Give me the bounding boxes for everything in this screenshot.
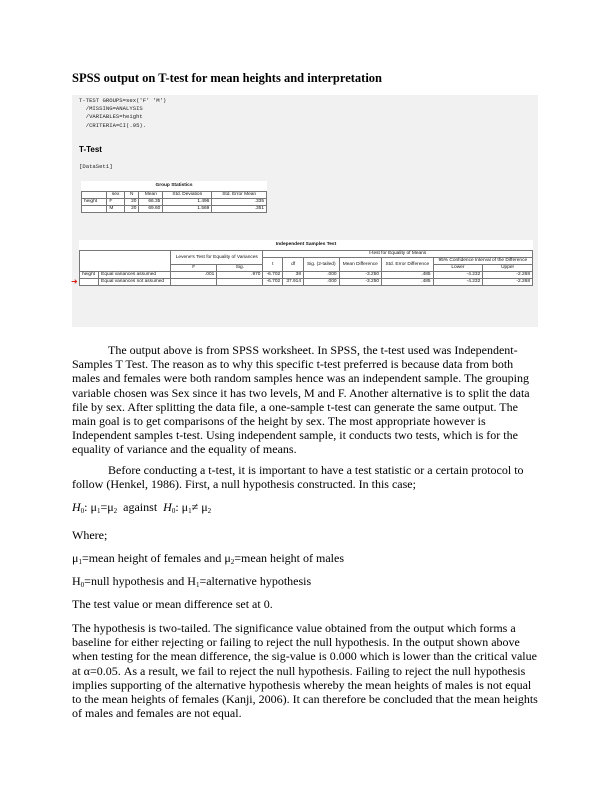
table-cell: height: [80, 272, 99, 279]
table-cell: Equal variances assumed: [99, 272, 171, 279]
table-header: Mean: [139, 192, 163, 199]
ttest-header: t-test for Equality of Means: [263, 251, 533, 258]
table-cell: Equal variances not assumed: [99, 279, 171, 286]
table-cell: height: [82, 199, 107, 206]
table-header: Std. Error Mean: [212, 192, 267, 199]
table-cell: -3.250: [339, 279, 382, 286]
table-header: N: [124, 192, 139, 199]
col-lower: Lower: [433, 265, 483, 272]
col-upper: Upper: [483, 265, 533, 272]
table-cell: .485: [382, 272, 434, 279]
where-label: Where;: [72, 528, 108, 542]
col-sig2: Sig. (2-tailed): [304, 258, 340, 272]
table-row: [82, 199, 267, 206]
table-cell: -4.232: [433, 272, 483, 279]
table-cell: [217, 279, 263, 286]
paragraph-3: The hypothesis is two-tailed. The significance value obtained from the output which forms a baseline for either rejecting or failing to reject the null hypothesis. In the output shown above when testing for the mean difference, the sig-value is 0.000 which is lower than the critical value at α=0.05. As a result, we fail to reject the null hypothesis. Failing to reject the null hypothesis implies supporting of the alternative hypothesis whereby the mean heights of males is not equal to the mean heights of females (Kanji, 2006). It can therefore be concluded that the mean heights of males and females are not equal.: [72, 621, 538, 721]
table-header: sex: [107, 192, 125, 199]
table-cell: -2.268: [483, 279, 533, 286]
mu-definition: $\mu_1=mean$ height of females and $\mu_2=mean$ height of males: [72, 551, 344, 566]
paragraph-2: Before conducting a t-test, it is important to have a test statistic or a certain protocol to follow (Henkel, 1986). First, a null hypothesis constructed. In this case;: [72, 463, 524, 492]
table-cell: .485: [382, 279, 434, 286]
col-se-diff: Std. Error Difference: [382, 258, 434, 272]
col-sig: Sig.: [217, 265, 263, 272]
table-row: [80, 272, 533, 279]
table-cell: 66.35: [139, 199, 163, 206]
paragraph-1: The output above is from SPSS worksheet. In SPSS, the t-test used was Independent-Samples T Test. The reason as to why this specific t-test preferred is because data from both males and females were both random samples hence was an independent sample. The grouping variable chosen was Sex since it has two levels, M and F. Another alternative is to split the data file by sex. After splitting the data file, a one-sample t-test can generate the same output. The main goal is to get comparisons of the height by sex. The most appropriate however is Independent samples t-test. Using independent sample, it conducts two tests, which is for the equality of variance and the equality of means.: [72, 343, 530, 457]
table-cell: M: [107, 206, 125, 213]
col-t: t: [263, 258, 283, 272]
table-cell: -3.250: [339, 272, 382, 279]
table-cell: [82, 206, 107, 213]
col-df: df: [283, 258, 304, 272]
ci-header: 95% Confidence Interval of the Difference: [433, 258, 532, 265]
table-cell: 38: [283, 272, 304, 279]
hypothesis-equation: $H_0$: $\mu_1=\mu_2$ against $H_0$: $\mu_1\ne \mu_2$: [72, 500, 212, 515]
table-cell: .351: [212, 206, 267, 213]
levene-header: Levene's Test for Equality of Variances: [171, 251, 263, 265]
table-row: [80, 279, 533, 286]
table-cell: .000: [304, 279, 340, 286]
independent-samples-test-table: [79, 240, 533, 286]
col-mean-diff: Mean Difference: [339, 258, 382, 272]
table-cell: [80, 279, 99, 286]
table-cell: 20: [124, 206, 139, 213]
table-header: [82, 192, 107, 199]
ttest-heading: T-Test: [79, 145, 102, 154]
spss-syntax: T-TEST GROUPS=sex('F' 'M') /MISSING=ANALYSIS /VARIABLES=height /CRITERIA=CI(.95).: [79, 97, 167, 129]
table-cell: .335: [212, 199, 267, 206]
dataset-label: [DataSet1]: [79, 163, 113, 170]
table-cell: .000: [304, 272, 340, 279]
col-f: F: [171, 265, 217, 272]
hypothesis-definition: $H_0=null$ hypothesis and $H_1=alternative$ hypothesis: [72, 574, 312, 589]
table-cell: .970: [217, 272, 263, 279]
table-header: Std. Deviation: [163, 192, 212, 199]
table-cell: -2.268: [483, 272, 533, 279]
row-pointer-arrow-icon: ➜: [71, 277, 78, 286]
table-cell: [171, 279, 217, 286]
test-value-sentence: The test value or mean difference set at 0.: [72, 597, 273, 611]
table-cell: -6.702: [263, 279, 283, 286]
table-cell: .001: [171, 272, 217, 279]
table-cell: 69.60: [139, 206, 163, 213]
group-statistics-table: [81, 181, 267, 213]
table-cell: 1.496: [163, 199, 212, 206]
table-cell: 20: [124, 199, 139, 206]
table-caption: Independent Samples Test: [80, 240, 533, 251]
table-cell: 37.914: [283, 279, 304, 286]
table-row: [82, 206, 267, 213]
table-caption: Group Statistics: [82, 181, 267, 192]
spss-output-image: [72, 95, 538, 327]
table-cell: F: [107, 199, 125, 206]
table-cell: -6.702: [263, 272, 283, 279]
page-title: SPSS output on T-test for mean heights and interpretation: [72, 71, 382, 85]
table-cell: 1.569: [163, 206, 212, 213]
table-cell: -4.232: [433, 279, 483, 286]
